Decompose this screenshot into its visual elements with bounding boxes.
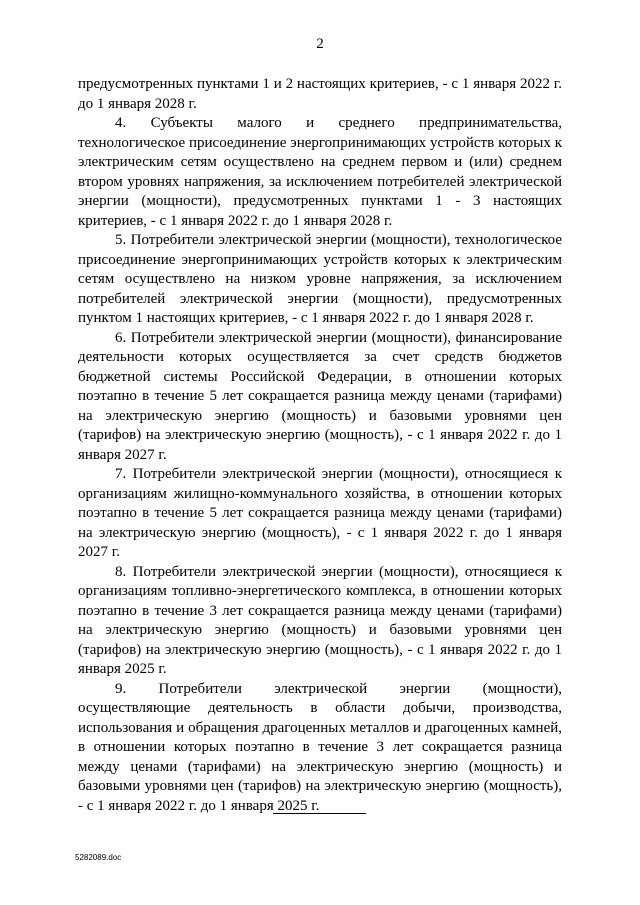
criterion-item-8: 8. Потребители электрической энергии (мощности), относящиеся к организациям топливно-энергетического комплекса, в отношении которых поэтапно в течение 3 лет сокращается разница между ценами (тарифами) на электрическую энергию (мощность) и базовыми уровнями цен (тарифов) на электрическую энергию (мощность), - с 1 января 2022 г. до 1 января 2025 г.: [78, 563, 562, 677]
document-body: [78, 75, 562, 816]
end-separator-line: [273, 813, 366, 814]
criterion-item-7: 7. Потребители электрической энергии (мощности), относящиеся к организациям жилищно-коммунального хозяйства, в отношении которых поэтапно в течение 5 лет сокращается разница между ценами (тарифами) на электрическую энергию (мощность), - с 1 января 2022 г. до 1 января 2027 г.: [78, 466, 562, 560]
criterion-item-9: 9. Потребители электрической энергии (мощности), осуществляющие деятельность в области добычи, производства, использования и обращения драгоценных металлов и драгоценных камней, в отношении которых поэтапно в течение 3 лет сокращается разница между ценами (тарифами) на электрическую энергию (мощность) и базовыми уровнями цен (тарифов) на электрическую энергию (мощность), - с 1 января 2022 г. до 1 января 2025 г.: [78, 680, 562, 814]
document-file-id: 5282089.doc: [75, 853, 122, 862]
criterion-item-6: 6. Потребители электрической энергии (мощности), финансирование деятельности которых осуществляется за счет средств бюджетов бюджетной системы Российской Федерации, в отношении которых поэтапно в течение 5 лет сокращается разница между ценами (тарифами) на электрическую энергию (мощность) и базовыми уровнями цен (тарифов) на электрическую энергию (мощность), - с 1 января 2022 г. до 1 января 2027 г.: [78, 329, 562, 463]
page-number: 2: [316, 36, 324, 52]
criterion-item-5: 5. Потребители электрической энергии (мощности), технологическое присоединение энергопринимающих устройств которых к электрическим сетям осуществлено на низком уровне напряжения, за исключением потребителей электрической энергии (мощности), предусмотренных пунктом 1 настоящих критериев, - с 1 января 2022 г. до 1 января 2028 г.: [78, 232, 562, 326]
criterion-item-4: 4. Субъекты малого и среднего предпринимательства, технологическое присоединение энергопринимающих устройств которых к электрическим сетям осуществлено на среднем первом и (или) среднем втором уровнях напряжения, за исключением потребителей электрической энергии (мощности), предусмотренных пунктами 1 - 3 настоящих критериев, - с 1 января 2022 г. до 1 января 2028 г.: [78, 115, 562, 229]
paragraph-continuation: предусмотренных пунктами 1 и 2 настоящих критериев, - с 1 января 2022 г. до 1 января 2028 г.: [78, 76, 562, 112]
